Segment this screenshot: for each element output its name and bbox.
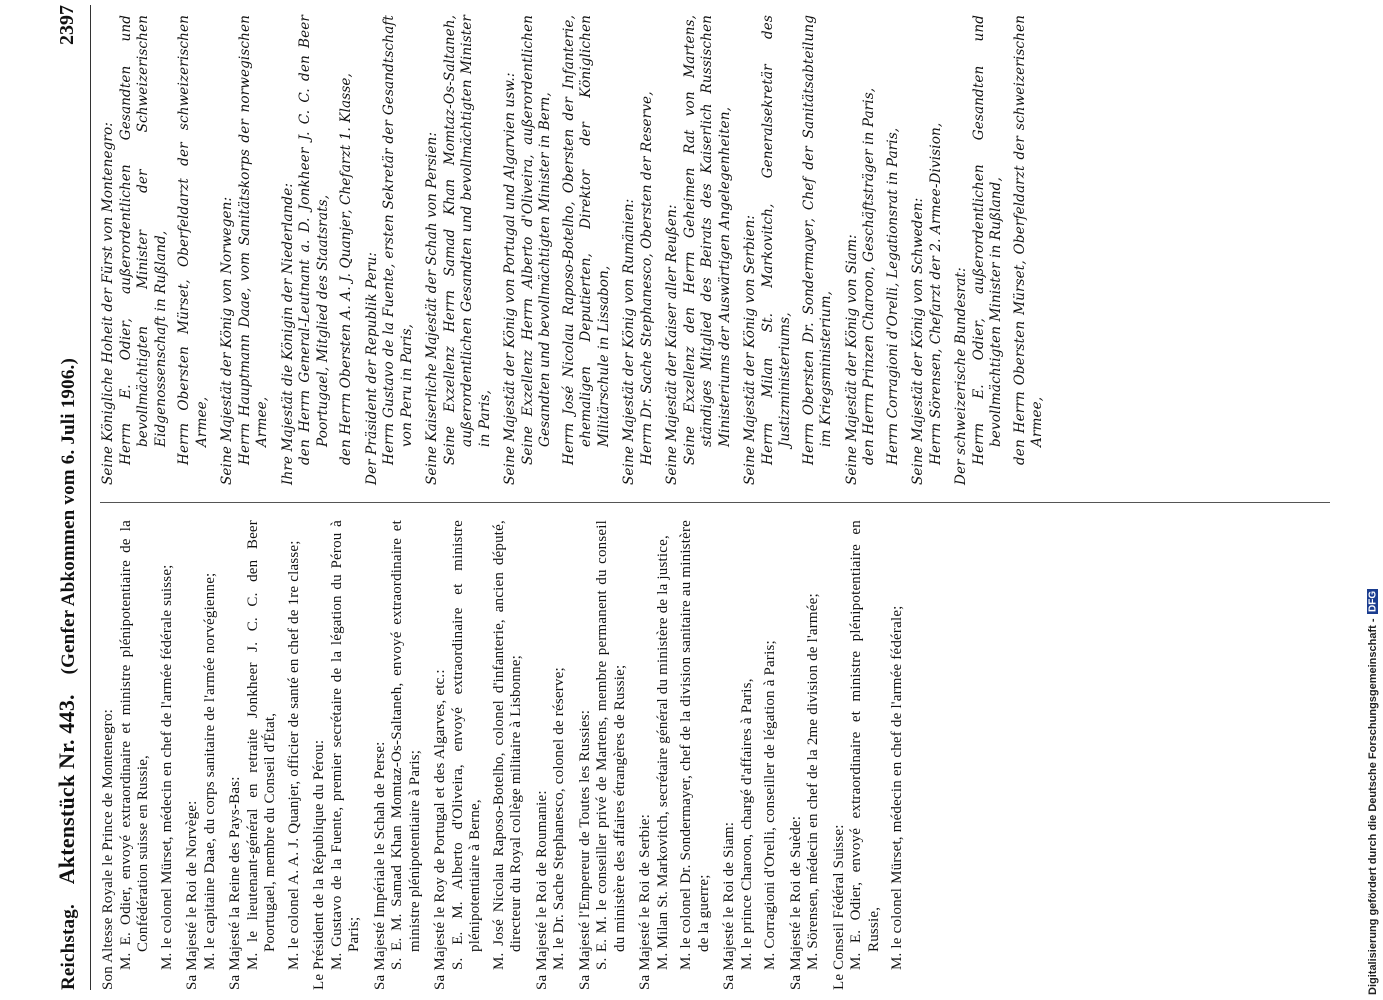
header-document-number: Aktenstück Nr. 443. xyxy=(54,694,79,885)
sovereign-heading: Sa Majesté la Reine des Pays-Bas: xyxy=(227,776,243,990)
rotated-page xyxy=(50,5,1350,990)
delegation-block xyxy=(721,520,780,990)
delegation-block xyxy=(788,520,823,990)
plenipotentiary-entry: S. E. M. le conseiller privé de Martens, membre permanent du conseil du ministère des affaires étrangères de Russie; xyxy=(594,520,628,970)
plenipotentiary-entry: M. E. Odier, envoyé extraordinaire et ministre plénipotentiaire en Russie, xyxy=(848,520,882,970)
sovereign-heading: Seine Majestät der König von Norwegen: xyxy=(219,196,235,485)
credit-text: Digitalisierung gefördert durch die Deutsche Forschungsgemeinschaft - xyxy=(1367,618,1379,995)
header-left xyxy=(54,358,80,990)
delegation-block xyxy=(502,15,613,485)
plenipotentiary-entry: M. Sörensen, médecin en chef de la 2me division de l'armée; xyxy=(805,593,821,970)
delegation-block xyxy=(742,15,836,485)
column-french xyxy=(100,520,1340,990)
plenipotentiary-entry: M. le colonel Mürset, médecin en chef de l'armée fédérale suisse; xyxy=(158,564,175,970)
header-subtitle: (Genfer Abkommen vom 6. Juli 1906.) xyxy=(58,358,79,675)
plenipotentiary-entry: Herrn Sörensen, Chefarzt der 2. Armee-Division, xyxy=(927,122,944,465)
sovereign-heading: Seine Majestät der König von Portugal und Algarvien usw.: xyxy=(502,72,518,485)
delegation-block xyxy=(424,15,494,485)
plenipotentiary-entry: S. E. M. Alberto d'Oliveira, envoyé extraordinaire et ministre plénipotentiaire à Berne, xyxy=(449,520,483,970)
sovereign-heading: Seine Königliche Hoheit der Fürst von Montenegro: xyxy=(100,122,116,485)
plenipotentiary-entry: den Herrn Prinzen Charoon, Geschäftsträger in Paris, xyxy=(861,87,877,465)
plenipotentiary-entry: Herrn Gustavo de la Fuente, ersten Sekretär der Gesandtschaft von Peru in Paris, xyxy=(381,15,415,465)
plenipotentiary-entry: Herrn Corragioni d'Orelli, Legationsrat in Paris, xyxy=(884,127,901,465)
digitization-credit xyxy=(1366,10,1380,995)
plenipotentiary-entry: M. le capitaine Daae, du corps sanitaire de l'armée norvégienne; xyxy=(201,572,218,970)
sovereign-heading: Der schweizerische Bundesrat: xyxy=(953,267,969,485)
delegation-block xyxy=(621,15,656,485)
delegation-block xyxy=(534,520,569,990)
delegation-block xyxy=(372,520,425,990)
plenipotentiary-entry: Seine Exzellenz Herrn Samad Khan Momtaz-Os-Saltaneh, außerordentlichen Gesandten und bevollmächtigten Minister in Paris, xyxy=(441,15,493,465)
plenipotentiary-entry: M. Milan St. Markovitch, secrétaire général du ministère de la justice, xyxy=(654,535,671,970)
header-reichstag: Reichstag. xyxy=(58,904,79,990)
plenipotentiary-entry: Seine Exzellenz Herrn Alberto d'Oliveira, außerordentlichen Gesandten und bevollmächtigten Minister in Bern, xyxy=(519,15,553,465)
plenipotentiary-entry: Seine Exzellenz den Herrn Geheimen Rat von Martens, ständiges Mitglied des Beirats des Kaiserlich Russischen Ministeriums der Auswärtigen Angelegenheiten, xyxy=(681,15,733,465)
column-german xyxy=(100,15,1340,485)
delegation-block xyxy=(311,520,364,990)
sovereign-heading: Sa Majesté le Roy de Portugal et des Algarves, etc.: xyxy=(432,669,448,990)
plenipotentiary-entry: Herrn Hauptmann Daae, vom Sanitätskorps der norwegischen Armee, xyxy=(236,15,270,465)
sovereign-heading: Le Président de la République du Pérou: xyxy=(311,739,327,990)
delegation-block xyxy=(280,15,356,485)
delegation-block xyxy=(364,15,417,485)
plenipotentiary-entry: Herrn Dr. Sache Stephanesco, Obersten der Reserve, xyxy=(638,91,655,465)
plenipotentiary-entry: den Herrn Obersten Mürset, Oberfeldarzt der schweizerischen Armee, xyxy=(1011,15,1045,465)
dfg-logo: DFG xyxy=(1367,591,1379,613)
plenipotentiary-entry: Herrn E. Odier, außerordentlichen Gesandten und bevollmächtigten Minister in Rußland, xyxy=(970,15,1004,465)
plenipotentiary-entry: M. José Nicolau Raposo-Botelho, colonel d'infanterie, ancien député, directeur du Royal collège militaire à Lisbonne; xyxy=(490,520,524,970)
sovereign-heading: Seine Majestät der König von Schweden: xyxy=(910,197,926,485)
plenipotentiary-entry: M. E. Odier, envoyé extraordinaire et ministre plénipotentiaire de la Confédération suisse en Russie, xyxy=(117,520,151,970)
sovereign-heading: Le Conseil Fédéral Suisse: xyxy=(830,824,847,990)
sovereign-heading: Seine Majestät der König von Rumänien: xyxy=(621,198,637,485)
sovereign-heading: Seine Majestät der König von Serbien: xyxy=(742,214,758,485)
sovereign-heading: Ihre Majestät die Königin der Niederlande: xyxy=(279,182,296,485)
sovereign-heading: Seine Kaiserliche Majestät der Schah von Persien: xyxy=(424,131,440,485)
delegation-block xyxy=(184,520,219,990)
plenipotentiary-entry: S. E. M. Samad Khan Momtaz-Os-Saltaneh, envoyé extraordinaire et ministre plénipotentiaire à Paris; xyxy=(389,520,423,970)
plenipotentiary-entry: M. le prince Charoon, chargé d'affaires à Paris, xyxy=(738,678,755,970)
plenipotentiary-entry: Herrn Obersten Mürset, Oberfeldarzt der schweizerischen Armee, xyxy=(176,15,210,465)
sovereign-heading: Sa Majesté le Roi de Norvège: xyxy=(184,800,200,990)
page-number: 2397 xyxy=(55,5,78,45)
plenipotentiary-entry: M. le colonel Mürset, médecin en chef de l'armée fédérale; xyxy=(889,605,905,970)
delegation-block xyxy=(637,520,713,990)
running-head xyxy=(50,5,84,990)
delegation-block xyxy=(432,520,526,990)
delegation-block xyxy=(100,15,211,485)
delegation-block xyxy=(664,15,734,485)
sovereign-heading: Seine Majestät der König von Siam: xyxy=(843,234,860,485)
plenipotentiary-entry: M. Gustavo de la Fuente, premier secrétaire de la légation du Pérou à Paris; xyxy=(328,520,362,970)
delegation-block xyxy=(831,520,907,990)
sovereign-heading: Sa Majesté le Roi de Serbie: xyxy=(637,814,653,990)
sovereign-heading: Sa Majesté le Roi de Siam: xyxy=(721,821,737,990)
sovereign-heading: Sa Majesté Impériale le Schah de Perse: xyxy=(371,741,388,990)
delegation-block xyxy=(910,15,945,485)
delegation-block xyxy=(100,520,176,990)
plenipotentiary-entry: Herrn Obersten Dr. Sondermayer, Chef der Sanitätsabteilung im Kriegsministerium, xyxy=(800,15,834,465)
plenipotentiary-entry: M. le colonel A. A. J. Quanjer, officier de santé en chef de 1re classe; xyxy=(285,540,302,970)
sovereign-heading: Son Altesse Royale le Prince de Montenegro: xyxy=(100,708,116,990)
header-rule xyxy=(90,5,91,990)
plenipotentiary-entry: den Herrn General-Leutnant a. D. Jonkheer J. C. C. den Beer Poortugael, Mitglied des Staatsrats, xyxy=(297,15,331,465)
plenipotentiary-entry: M. le colonel Dr. Sondermayer, chef de la division sanitaire au ministère de la guerre; xyxy=(678,520,712,970)
plenipotentiary-entry: M. le lieutenant-général en retraite Jonkheer J. C. C. den Beer Poortugael, membre du Conseil d'État, xyxy=(244,520,278,970)
delegation-block xyxy=(577,520,630,990)
plenipotentiary-entry: Herrn Milan St. Markovitch, Generalsekretär des Justizministeriums, xyxy=(759,15,793,465)
sovereign-heading: Sa Majesté l'Empereur de Toutes les Russies: xyxy=(576,709,593,990)
sovereign-heading: Sa Majesté le Roi de Suède: xyxy=(787,815,804,990)
delegation-block xyxy=(219,15,272,485)
plenipotentiary-entry: M. Corragioni d'Orelli, conseiller de légation à Paris; xyxy=(762,640,778,970)
sovereign-heading: Der Präsident der Republik Peru: xyxy=(363,252,380,485)
plenipotentiary-entry: Herrn José Nicolau Raposo-Botelho, Obersten der Infanterie, ehemaligen Deputierten, Direktor der Königlichen Militärschule in Lissabon, xyxy=(560,15,612,465)
sovereign-heading: Seine Majestät der Kaiser aller Reußen: xyxy=(664,204,680,485)
column-divider xyxy=(100,502,1330,503)
plenipotentiary-entry: Herrn E. Odier, außerordentlichen Gesandten und bevollmächtigten Minister der Schweizerischen Eidgenossenschaft in Rußland, xyxy=(117,15,169,465)
sovereign-heading: Sa Majesté le Roi de Roumanie: xyxy=(533,790,550,990)
delegation-block xyxy=(227,520,303,990)
plenipotentiary-entry: M. le Dr. Sache Stephanesco, colonel de réserve; xyxy=(551,667,567,970)
plenipotentiary-entry: den Herrn Obersten A. A. J. Quanjer, Chefarzt 1. Klasse, xyxy=(338,73,354,465)
delegation-block xyxy=(953,15,1047,485)
delegation-block xyxy=(844,15,903,485)
